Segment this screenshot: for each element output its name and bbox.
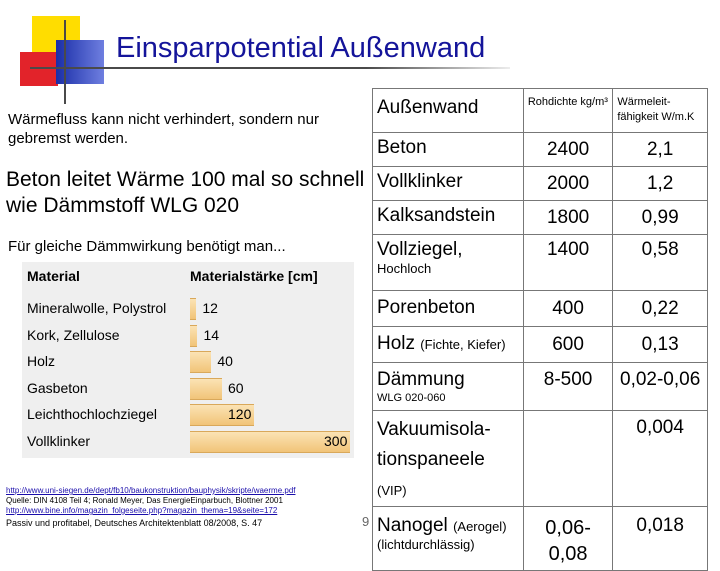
- material-sub: WLG 020-060: [377, 392, 446, 404]
- logo-red-square: [20, 52, 58, 86]
- density-cell: 0,06-0,08: [523, 507, 612, 571]
- material-name: Vollziegel,: [377, 239, 463, 260]
- chart-value-label: 120: [228, 406, 252, 422]
- table-row: [373, 363, 708, 411]
- material-name: Nanogel: [377, 515, 448, 536]
- chart-value-label: 14: [203, 326, 220, 343]
- density-cell: 2400: [523, 133, 612, 167]
- chart-bar: [190, 298, 196, 320]
- material-cell: [373, 507, 524, 571]
- source-line-2: Quelle: DIN 4108 Teil 4; Ronald Meyer, Das EnergieEinparbuch, Blottner 2001: [6, 496, 283, 505]
- chart-row: [22, 430, 354, 452]
- material-name: Dämmung: [377, 369, 465, 390]
- decor-vertical-line: [64, 20, 66, 104]
- table-row: [373, 201, 708, 235]
- density-cell: 8-500: [523, 363, 612, 411]
- comparison-text: Beton leitet Wärme 100 mal so schnell wie Dämmstoff WLG 020: [6, 168, 365, 217]
- conductivity-cell: 0,004: [613, 411, 708, 507]
- header-density: Rohdichte kg/m³: [523, 89, 612, 133]
- thickness-chart: [22, 262, 354, 458]
- material-name: Vakuumisola-tionspaneele: [377, 419, 491, 470]
- material-cell: [373, 235, 524, 291]
- chart-value-label: 40: [217, 353, 233, 369]
- sources-block: [6, 486, 356, 516]
- intro-text: Wärmefluss kann nicht verhindert, sondern nur gebremst werden.: [8, 111, 319, 147]
- material-sub: Hochloch: [377, 261, 432, 276]
- table-row: [373, 507, 708, 571]
- chart-bar: [190, 378, 222, 400]
- conductivity-cell: 0,13: [613, 327, 708, 363]
- density-cell: 1800: [523, 201, 612, 235]
- conductivity-cell: 0,02-0,06: [613, 363, 708, 411]
- slide-title: Einsparpotential Außenwand: [116, 32, 486, 64]
- material-cell: Porenbeton: [373, 291, 524, 327]
- chart-row: [22, 324, 354, 346]
- material-cell: Vollklinker: [373, 167, 524, 201]
- density-cell: 400: [523, 291, 612, 327]
- chart-intro-text: Für gleiche Dämmwirkung benötigt man...: [8, 238, 286, 255]
- page-number: 9: [362, 514, 370, 529]
- source-line-4: Passiv und profitabel, Deutsches Architektenblatt 08/2008, S. 47: [6, 518, 263, 528]
- conductivity-cell: 0,58: [613, 235, 708, 291]
- chart-value-label: 60: [228, 379, 244, 396]
- material-cell: [373, 411, 524, 507]
- table-row: [373, 327, 708, 363]
- material-note: (VIP): [377, 483, 407, 498]
- density-cell: 2000: [523, 167, 612, 201]
- conductivity-cell: 0,22: [613, 291, 708, 327]
- chart-category-label: Gasbeton: [27, 379, 88, 396]
- table-row: [373, 133, 708, 167]
- source-link-2[interactable]: http://www.bine.info/magazin_folgeseite.php?magazin_thema=19&seite=172: [6, 506, 278, 515]
- density-cell: [523, 411, 612, 507]
- chart-category-label: Vollklinker: [27, 432, 91, 449]
- decor-horizontal-line: [30, 67, 510, 69]
- material-cell: [373, 363, 524, 411]
- material-table: [372, 88, 708, 571]
- chart-value-label: 12: [202, 300, 218, 316]
- table-row: [373, 411, 708, 507]
- chart-category-label: Holz: [27, 353, 56, 369]
- chart-value-label: 300: [324, 432, 348, 449]
- table-row: [373, 167, 708, 201]
- chart-row: [22, 297, 354, 319]
- conductivity-cell: 0,99: [613, 201, 708, 235]
- material-note: (Aerogel): [453, 519, 507, 534]
- header-material: Außenwand: [373, 89, 524, 133]
- chart-header-thickness: Materialstärke [cm]: [190, 268, 318, 284]
- material-cell: [373, 327, 524, 363]
- chart-category-label: Leichthochlochziegel: [27, 406, 157, 422]
- material-cell: Beton: [373, 133, 524, 167]
- table-row: [373, 235, 708, 291]
- conductivity-cell: 0,018: [613, 507, 708, 571]
- material-sub: (lichtdurchlässig): [377, 537, 475, 552]
- chart-row: [22, 350, 354, 372]
- conductivity-cell: 2,1: [613, 133, 708, 167]
- source-link-1[interactable]: http://www.uni-siegen.de/dept/fb10/baukonstruktion/bauphysik/skripte/waerme.pdf: [6, 486, 296, 495]
- chart-bar: [190, 351, 211, 373]
- table-header-row: [373, 89, 708, 133]
- density-cell: 1400: [523, 235, 612, 291]
- conductivity-cell: 1,2: [613, 167, 708, 201]
- chart-category-label: Kork, Zellulose: [27, 326, 120, 343]
- material-note: (Fichte, Kiefer): [420, 337, 506, 352]
- chart-bar: [190, 325, 197, 347]
- table-row: [373, 291, 708, 327]
- material-cell: Kalksandstein: [373, 201, 524, 235]
- density-cell: 600: [523, 327, 612, 363]
- chart-row: [22, 377, 354, 399]
- chart-header-material: Material: [27, 268, 80, 284]
- header-conductivity: Wärmeleit-fähigkeit W/m.K: [613, 89, 708, 133]
- chart-category-label: Mineralwolle, Polystrol: [27, 300, 167, 316]
- material-name: Holz: [377, 333, 416, 354]
- chart-row: [22, 403, 354, 425]
